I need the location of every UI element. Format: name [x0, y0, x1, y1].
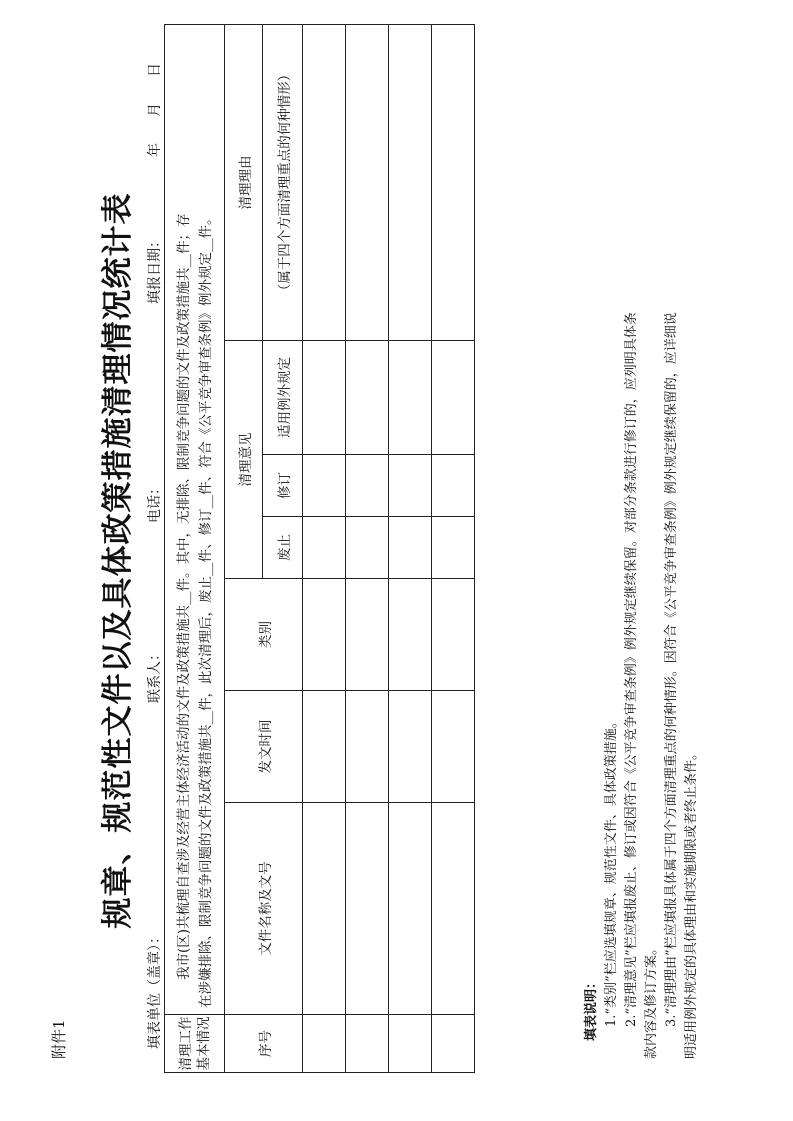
table-cell	[346, 803, 389, 1015]
header-issue-time: 发文时间	[225, 691, 303, 803]
header-doc-name: 文件名称及文号	[225, 803, 303, 1015]
header-exception: 适用例外规定	[263, 341, 303, 455]
date-day: 日	[147, 63, 163, 77]
page-title: 规章、规范性文件以及具体政策措施清理情况统计表	[100, 192, 136, 929]
header-revise: 修订	[263, 455, 303, 517]
note-2a: 2.“清理意见”栏应填报废止、修订或因符合《公平竞争审查条例》例外规定继续保留。对部分条款进行修订的，应列明具体条	[624, 312, 639, 1027]
table-row	[346, 24, 389, 1072]
summary-label-line1: 清理工作	[177, 1016, 194, 1071]
table-cell	[346, 517, 389, 579]
header-abolish: 废止	[263, 517, 303, 579]
date-year: 年	[147, 143, 163, 157]
table-cell	[389, 517, 432, 579]
table-cell	[432, 1015, 475, 1073]
table-cell	[303, 691, 346, 803]
table-row	[303, 24, 346, 1072]
table-row	[432, 24, 475, 1072]
table-cell	[432, 579, 475, 691]
table-cell	[303, 341, 346, 455]
header-reason: 清理理由	[225, 24, 263, 340]
table-cell	[389, 579, 432, 691]
header-row-1	[225, 24, 263, 1072]
attachment-label: 附件1	[50, 1019, 68, 1059]
date-month: 月	[147, 103, 163, 117]
table-cell	[389, 1015, 432, 1073]
table-cell	[346, 455, 389, 517]
table-cell	[389, 691, 432, 803]
table-cell	[346, 579, 389, 691]
table-cell	[346, 24, 389, 340]
summary-text-cell	[165, 24, 225, 1014]
table-cell	[303, 24, 346, 340]
table-cell	[303, 1015, 346, 1073]
table-cell	[432, 341, 475, 455]
table-cell	[303, 517, 346, 579]
table-cell	[432, 691, 475, 803]
fill-unit-label: 填表单位（盖章）：	[147, 930, 163, 1049]
table-cell	[432, 24, 475, 340]
table-cell	[432, 517, 475, 579]
note-2b: 款内容及修订方案。	[644, 941, 659, 1059]
note-1: 1.“类别”栏应选填规章、规范性文件、具体政策措施。	[604, 715, 619, 1027]
summary-label-line2: 基本情况	[195, 1016, 212, 1071]
phone-label: 电话：	[147, 481, 163, 523]
table-cell	[432, 455, 475, 517]
table-cell	[303, 455, 346, 517]
table-cell	[346, 341, 389, 455]
header-reason-note: （属于四个方面清理重点的何种情形）	[263, 24, 303, 340]
date-label: 填报日期：	[147, 234, 163, 304]
contact-label: 联系人：	[147, 647, 163, 703]
table-cell	[389, 803, 432, 1015]
table-cell	[389, 341, 432, 455]
summary-text-line2: 在涉嫌排除、限制竞争问题的文件及政策措施共__件，此次清理后，废止__件、修订__件、符合《公平竞争审查条例》例外规定__件。	[197, 211, 214, 1008]
table-cell	[432, 803, 475, 1015]
table-cell	[303, 579, 346, 691]
table-cell	[389, 455, 432, 517]
statistics-table	[164, 24, 475, 1073]
note-3a: 3.“清理理由”栏应填报具体属于四个方面清理重点的何种情形。因符合《公平竞争审查条例》例外规定继续保留的，应详细说	[664, 312, 679, 1027]
notes-heading: 填表说明：	[584, 975, 599, 1041]
table-cell	[346, 691, 389, 803]
table-cell	[389, 24, 432, 340]
header-seq: 序号	[225, 1015, 303, 1073]
header-opinion: 清理意见	[225, 341, 263, 579]
table-cell	[346, 1015, 389, 1073]
summary-text-line1: 我市(区)共梳理自查涉及经营主体经济活动的文件及政策措施共__件。其中，无排除、限制竞争问题的文件及政策措施共__件；存	[175, 213, 192, 980]
header-category: 类别	[225, 579, 303, 691]
table-row	[389, 24, 432, 1072]
table-cell	[303, 803, 346, 1015]
note-3b: 明适用例外规定的具体理由和实施期限或者终止条件。	[684, 746, 699, 1059]
summary-row	[165, 24, 225, 1072]
summary-label-cell	[165, 1015, 225, 1073]
